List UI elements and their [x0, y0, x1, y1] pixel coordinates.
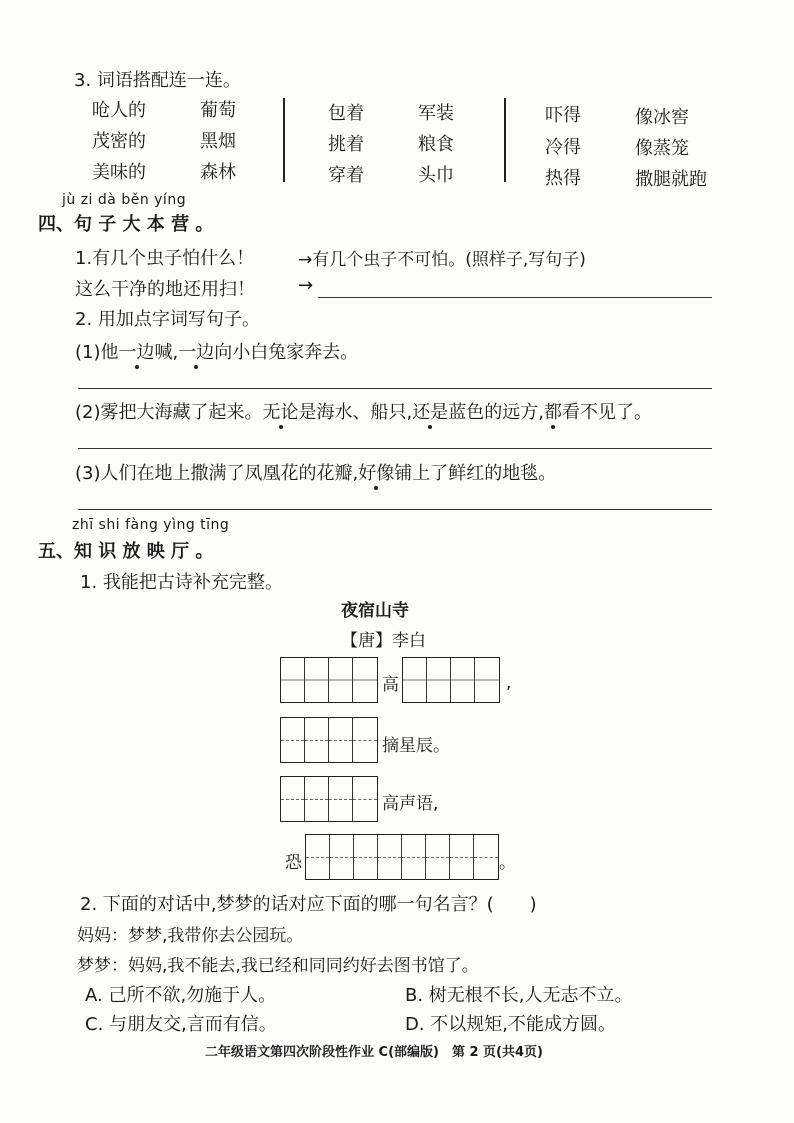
list-item: 黑烟 — [200, 131, 236, 152]
list-item: 包着 — [328, 103, 364, 124]
option-b[interactable]: B. 树无根不长,人无志不立。 — [405, 985, 633, 1006]
list-item: 挑着 — [328, 134, 364, 155]
dotted-word: 一边 — [178, 338, 214, 364]
answer-line[interactable] — [78, 388, 712, 389]
sentence-3 — [75, 459, 556, 485]
answer-line[interactable] — [78, 509, 712, 510]
section4-title: 四、句 子 大 本 营 。 — [38, 214, 214, 235]
dotted-word: 一边 — [119, 338, 155, 364]
poem-author: 【唐】李白 — [341, 631, 426, 651]
sentence-text: 铺上了鲜红的地毯。 — [394, 463, 557, 484]
list-item: 茂密的 — [92, 131, 146, 152]
list-item: 热得 — [545, 168, 581, 189]
poem-punct: , — [506, 673, 512, 693]
poem-grid-line1-a[interactable] — [280, 657, 378, 703]
dotted-word: 还是 — [412, 398, 448, 424]
sentence-2 — [75, 398, 652, 424]
section4-pinyin: jù zi dà běn yíng — [62, 192, 187, 208]
poem-grid-line2[interactable] — [280, 717, 378, 763]
list-item: 穿着 — [328, 165, 364, 186]
option-c[interactable]: C. 与朋友交,言而有信。 — [85, 1014, 277, 1035]
page-footer: 二年级语文第四次阶段性作业 C(部编版) 第 2 页(共4页) — [205, 1045, 543, 1060]
sentence-text: (3)人们在地上撒满了凤凰花的花瓣, — [75, 463, 359, 484]
list-item: 撒腿就跑 — [635, 169, 707, 190]
answer-line[interactable] — [318, 297, 712, 298]
poem-text: 高声语, — [382, 794, 439, 814]
divider — [504, 98, 506, 182]
list-item: 像冰窖 — [635, 107, 689, 128]
sentence-text: (1)他 — [75, 342, 119, 363]
section5-pinyin: zhī shi fàng yìng tīng — [72, 517, 230, 533]
sentence-text: 喊, — [154, 342, 179, 363]
sentence-1 — [75, 338, 358, 364]
option-a[interactable]: A. 己所不欲,勿施于人。 — [85, 985, 277, 1006]
s4-q1-example: →有几个虫子不可怕。(照样子,写句子) — [298, 250, 586, 270]
sentence-text: 蓝色的远方, — [448, 402, 544, 423]
sentence-text: 看不见了。 — [561, 402, 652, 423]
list-item: 像蒸笼 — [635, 138, 689, 159]
arrow-icon: → — [298, 275, 314, 296]
answer-line[interactable] — [78, 448, 712, 449]
divider — [283, 98, 285, 182]
dotted-word: 无论 — [263, 398, 299, 424]
s4-q2-title: 2. 用加点字词写句子。 — [75, 309, 260, 330]
list-item: 粮食 — [418, 134, 454, 155]
sentence-text: (2)雾把大海藏了起来。 — [75, 402, 263, 423]
option-d[interactable]: D. 不以规矩,不能成方圆。 — [405, 1014, 617, 1035]
poem-grid-line1-b[interactable] — [402, 657, 500, 703]
s5-q1-title: 1. 我能把古诗补充完整。 — [80, 572, 283, 593]
list-item: 美味的 — [92, 162, 146, 183]
s4-q1-task: 这么干净的地还用扫！ — [75, 279, 255, 300]
poem-text: 摘星辰。 — [382, 736, 450, 756]
poem-char: 恐 — [285, 853, 302, 873]
list-item: 冷得 — [545, 137, 581, 158]
list-item: 军装 — [418, 103, 454, 124]
poem-char: 高 — [382, 675, 399, 695]
sentence-text: 向小白兔家奔去。 — [214, 342, 359, 363]
section5-title: 五、知 识 放 映 厅 。 — [38, 541, 214, 562]
dotted-word: 好像 — [358, 459, 394, 485]
poem-title: 夜宿山寺 — [341, 601, 409, 621]
dialog-mengmeng: 梦梦：妈妈,我不能去,我已经和同同约好去图书馆了。 — [77, 956, 479, 976]
dialog-mom: 妈妈：梦梦,我带你去公园玩。 — [77, 926, 304, 946]
list-item: 森林 — [200, 162, 236, 183]
dotted-word: 都 — [544, 398, 562, 424]
q3-title: 3. 词语搭配连一连。 — [74, 70, 241, 91]
list-item: 葡萄 — [200, 100, 236, 121]
s4-q1-title: 1.有几个虫子怕什么！ — [75, 248, 255, 269]
list-item: 呛人的 — [92, 100, 146, 121]
list-item: 吓得 — [545, 105, 581, 126]
list-item: 头巾 — [418, 165, 454, 186]
poem-grid-line3[interactable] — [280, 776, 378, 822]
poem-punct: 。 — [499, 853, 516, 873]
sentence-text: 是海水、船只, — [298, 402, 413, 423]
poem-grid-line4[interactable] — [305, 834, 499, 880]
s5-q2-title: 2. 下面的对话中,梦梦的话对应下面的哪一句名言？( ) — [80, 894, 537, 915]
